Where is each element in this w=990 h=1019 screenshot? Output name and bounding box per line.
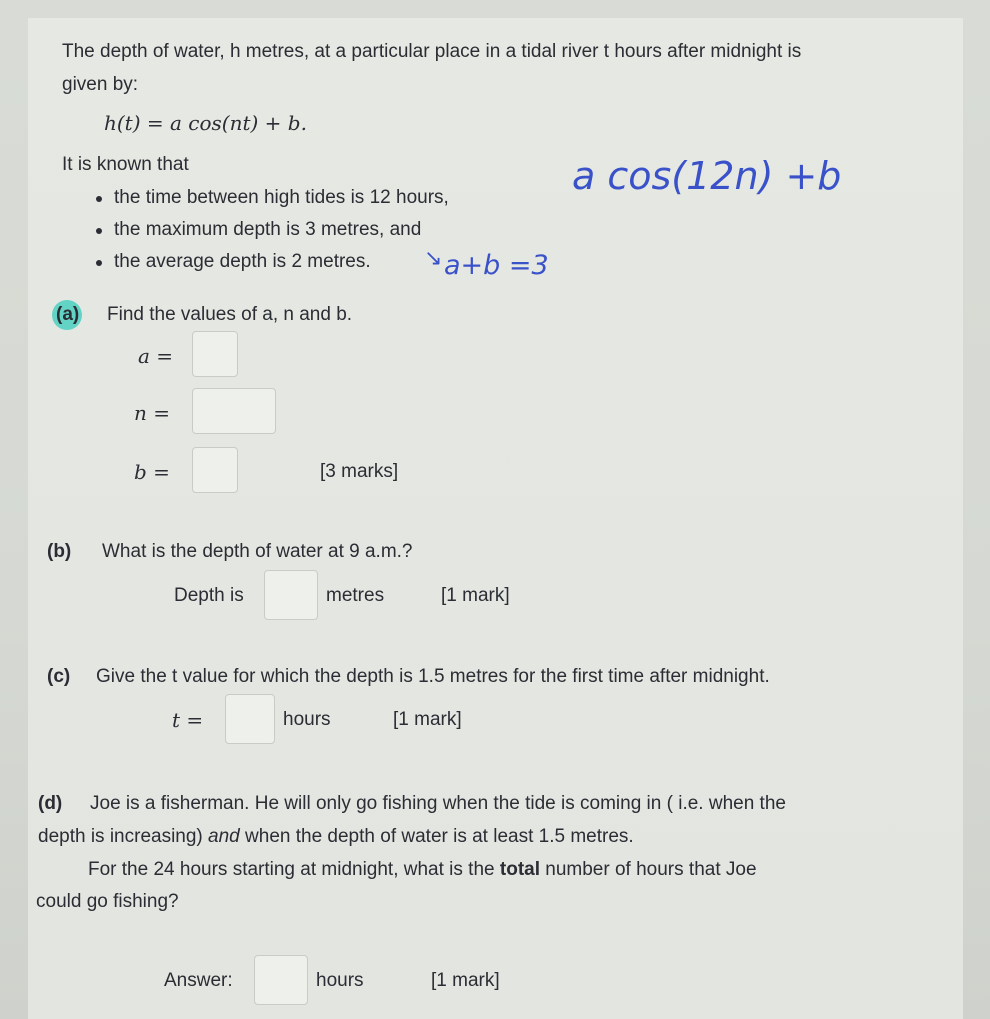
bullet-item: the maximum depth is 3 metres, and (114, 219, 422, 240)
part-d-line-4: could go fishing? (36, 891, 179, 912)
part-d-line-1: Joe is a fisherman. He will only go fishing when the tide is coming in ( i.e. when the (90, 793, 786, 814)
n-label: n = (134, 401, 170, 425)
part-d-line-2a: depth is increasing) (38, 826, 209, 847)
part-a-label: (a) (56, 304, 80, 325)
part-b-marks: [1 mark] (441, 585, 510, 606)
formula: h(t) = a cos(nt) + b. (104, 111, 307, 135)
answer-box[interactable] (254, 955, 308, 1005)
depth-answer-box[interactable] (264, 570, 318, 620)
part-d-line-3 (88, 858, 757, 882)
part-d-emphasis: and (208, 826, 240, 847)
part-d-label: (d) (38, 793, 63, 814)
depth-prefix: Depth is (174, 585, 244, 606)
t-answer-box[interactable] (225, 694, 275, 744)
part-d-bold: total (499, 859, 540, 880)
bullet-dot (96, 228, 102, 234)
part-a-question: Find the values of a, n and b. (107, 304, 353, 325)
part-c-label: (c) (47, 666, 71, 687)
handwritten-note-1: a cos(12n) +b (572, 154, 842, 198)
a-label: a = (138, 344, 174, 368)
answer-unit: hours (316, 970, 364, 991)
handwritten-note-2: a+b =3 (444, 250, 549, 281)
b-label: b = (134, 460, 170, 484)
t-unit: hours (283, 709, 331, 730)
part-c-marks: [1 mark] (393, 709, 462, 730)
part-c-question: Give the t value for which the depth is 1.5 metres for the first time after midnight. (96, 666, 770, 687)
part-b-label: (b) (47, 541, 72, 562)
intro-line-2: given by: (62, 74, 139, 95)
n-answer-box[interactable] (192, 388, 276, 434)
part-d-line-2 (38, 825, 634, 849)
bullet-dot (96, 260, 102, 266)
a-answer-box[interactable] (192, 331, 238, 377)
bullet-dot (96, 196, 102, 202)
b-answer-box[interactable] (192, 447, 238, 493)
known-text: It is known that (62, 154, 189, 175)
handwritten-arrow-icon: ↘ (424, 246, 443, 271)
part-d-marks: [1 mark] (431, 970, 500, 991)
part-b-question: What is the depth of water at 9 a.m.? (102, 541, 413, 562)
part-d-line-3a: For the 24 hours starting at midnight, what is the (88, 859, 500, 880)
part-d-line-2c: when the depth of water is at least 1.5 metres. (239, 826, 634, 847)
part-d-line-3c: number of hours that Joe (540, 859, 757, 880)
intro-line-1: The depth of water, h metres, at a particular place in a tidal river t hours after midnight is (62, 41, 802, 62)
t-label: t = (172, 708, 204, 732)
answer-label: Answer: (164, 970, 233, 991)
part-a-marks: [3 marks] (320, 461, 399, 482)
depth-unit: metres (326, 585, 385, 606)
bullet-item: the average depth is 2 metres. (114, 251, 371, 272)
bullet-item: the time between high tides is 12 hours, (114, 187, 449, 208)
